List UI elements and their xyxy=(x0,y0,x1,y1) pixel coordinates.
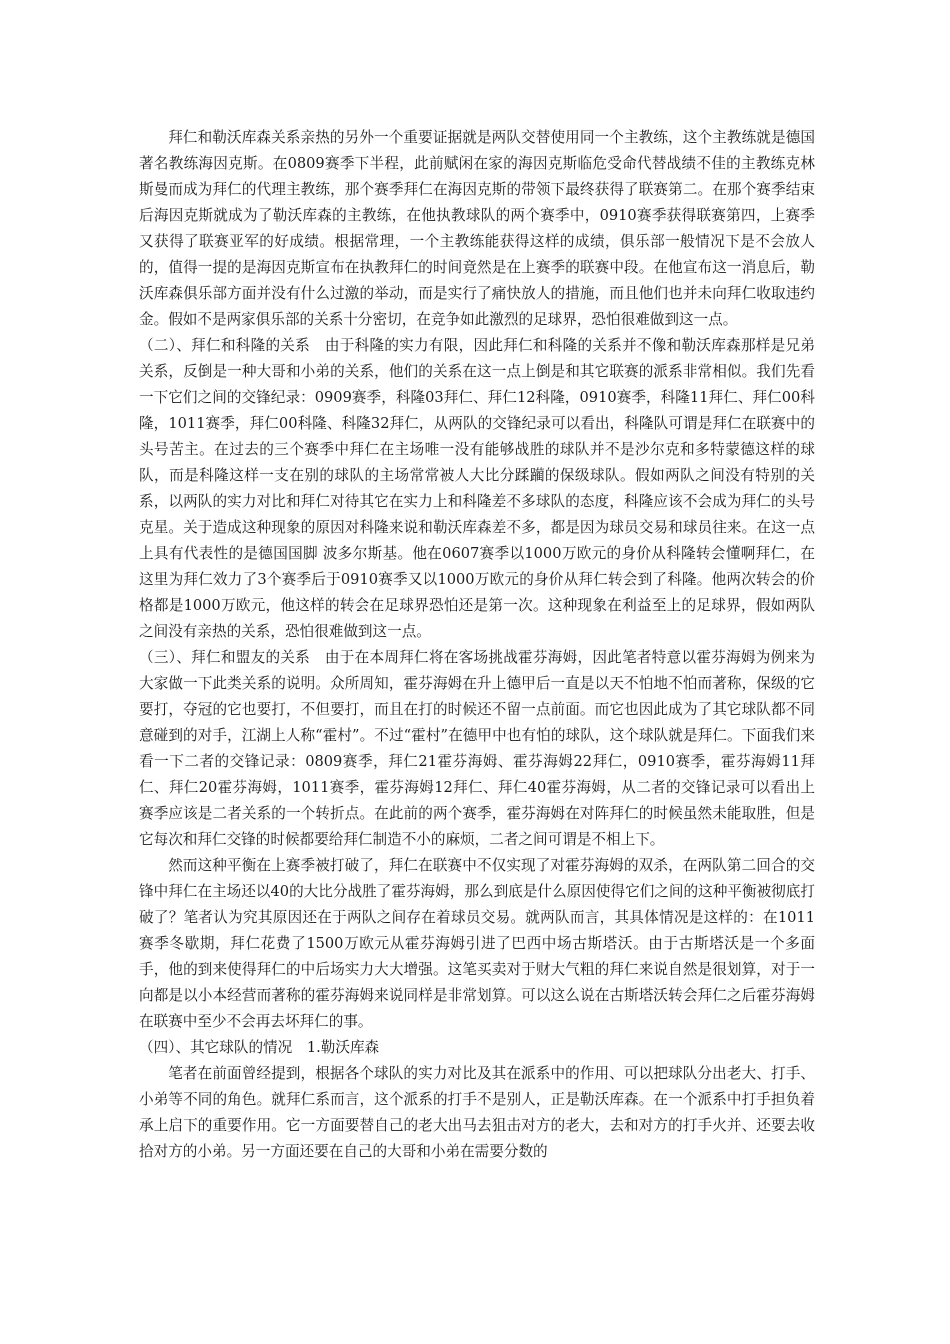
paragraph-section-2-cologne: （二）、拜仁和科隆的关系 由于科隆的实力有限，因此拜仁和科隆的关系并不像和勒沃库森那样是兄弟关系，反倒是一种大哥和小弟的关系，他们的关系在这一点上倒是和其它联赛的派系非常相似。我们先看一下它们之间的交锋纪录：0909赛季，科隆03拜仁、拜仁12科隆，0910赛季，科隆11拜仁、拜仁00科隆，1011赛季，拜仁00科隆、科隆32拜仁，从两队的交锋纪录可以看出，科隆队可谓是拜仁在联赛中的头号苦主。在过去的三个赛季中拜仁在主场唯一没有能够战胜的球队并不是沙尔克和多特蒙德这样的球队，而是科隆这样一支在别的球队的主场常常被人大比分蹂躏的保级球队。假如两队之间没有特别的关系，以两队的实力对比和拜仁对待其它在实力上和科隆差不多球队的态度，科隆应该不会成为拜仁的头号克星。关于造成这种现象的原因对科隆来说和勒沃库森差不多，都是因为球员交易和球员往来。在这一点上具有代表性的是德国国脚 波多尔斯基。他在0607赛季以1000万欧元的身价从科隆转会懂啊拜仁，在这里为拜仁效力了3个赛季后于0910赛季又以1000万欧元的身价从拜仁转会到了科隆。他两次转会的价格都是1000万欧元，他这样的转会在足球界恐怕还是第一次。这种现象在利益至上的足球界，假如两队之间没有亲热的关系，恐怕很难做到这一点。 xyxy=(139,337,815,640)
paragraph-leverkusen-coach: 拜仁和勒沃库森关系亲热的另外一个重要证据就是两队交替使用同一个主教练，这个主教练就是德国著名教练海因克斯。在0809赛季下半程，此前赋闲在家的海因克斯临危受命代替战绩不佳的主教练克林斯曼而成为拜仁的代理主教练，那个赛季拜仁在海因克斯的带领下最终获得了联赛第二。在那个赛季结束后海因克斯就成为了勒沃库森的主教练，在他执教球队的两个赛季中，0910赛季获得联赛第四，上赛季又获得了联赛亚军的好成绩。根据常理，一个主教练能获得这样的成绩，俱乐部一般情况下是不会放人的，值得一提的是海因克斯宣布在执教拜仁的时间竟然是在上赛季的联赛中段。在他宣布这一消息后，勒沃库森俱乐部方面并没有什么过激的举动，而是实行了痛快放人的措施，而且他们也并未向拜仁收取违约金。假如不是两家俱乐部的关系十分密切，在竞争如此激烈的足球界，恐怕很难做到这一点。 xyxy=(139,129,815,328)
paragraph-balance-broken: 然而这种平衡在上赛季被打破了，拜仁在联赛中不仅实现了对霍芬海姆的双杀，在两队第二回合的交锋中拜仁在主场还以40的大比分战胜了霍芬海姆，那么到底是什么原因使得它们之间的这种平衡被彻底打破了？笔者认为究其原因还在于两队之间存在着球员交易。就两队而言，其具体情况是这样的：在1011赛季冬歇期，拜仁花费了1500万欧元从霍芬海姆引进了巴西中场古斯塔沃。由于古斯塔沃是一个多面手，他的到来使得拜仁的中后场实力大大增强。这笔买卖对于财大气粗的拜仁来说自然是很划算，对于一向都是以小本经营而著称的霍芬海姆来说同样是非常划算。可以这么说在古斯塔沃转会拜仁之后霍芬海姆在联赛中至少不会再去坏拜仁的事。 xyxy=(139,857,815,1030)
section-heading-other-teams: （四）、其它球队的情况 1.勒沃库森 xyxy=(139,1039,380,1056)
document-body xyxy=(139,125,815,1165)
paragraph-leverkusen-role: 笔者在前面曾经提到，根据各个球队的实力对比及其在派系中的作用、可以把球队分出老大、打手、小弟等不同的角色。就拜仁系而言，这个派系的打手不是别人，正是勒沃库森。在一个派系中打手担负着承上启下的重要作用。它一方面要替自己的老大出马去狙击对方的老大，去和对方的打手火并、还要去收拾对方的小弟。另一方面还要在自己的大哥和小弟在需要分数的 xyxy=(139,1065,815,1160)
paragraph-section-3-allies: （三）、拜仁和盟友的关系 由于在本周拜仁将在客场挑战霍芬海姆，因此笔者特意以霍芬海姆为例来为大家做一下此类关系的说明。众所周知，霍芬海姆在升上德甲后一直是以天不怕地不怕而著称，保级的它要打，夺冠的它也要打，不但要打，而且在打的时候还不留一点前面。而它也因此成为了其它球队都不同意碰到的对手，江湖上人称“霍村”。不过“霍村”在德甲中也有怕的球队，这个球队就是拜仁。下面我们来看一下二者的交锋记录：0809赛季，拜仁21霍芬海姆、霍芬海姆22拜仁，0910赛季，霍芬海姆11拜仁、拜仁20霍芬海姆，1011赛季，霍芬海姆12拜仁、拜仁40霍芬海姆，从二者的交锋记录可以看出上赛季应该是二者关系的一个转折点。在此前的两个赛季，霍芬海姆在对阵拜仁的时候虽然未能取胜，但是它每次和拜仁交锋的时候都要给拜仁制造不小的麻烦，二者之间可谓是不相上下。 xyxy=(139,649,815,848)
